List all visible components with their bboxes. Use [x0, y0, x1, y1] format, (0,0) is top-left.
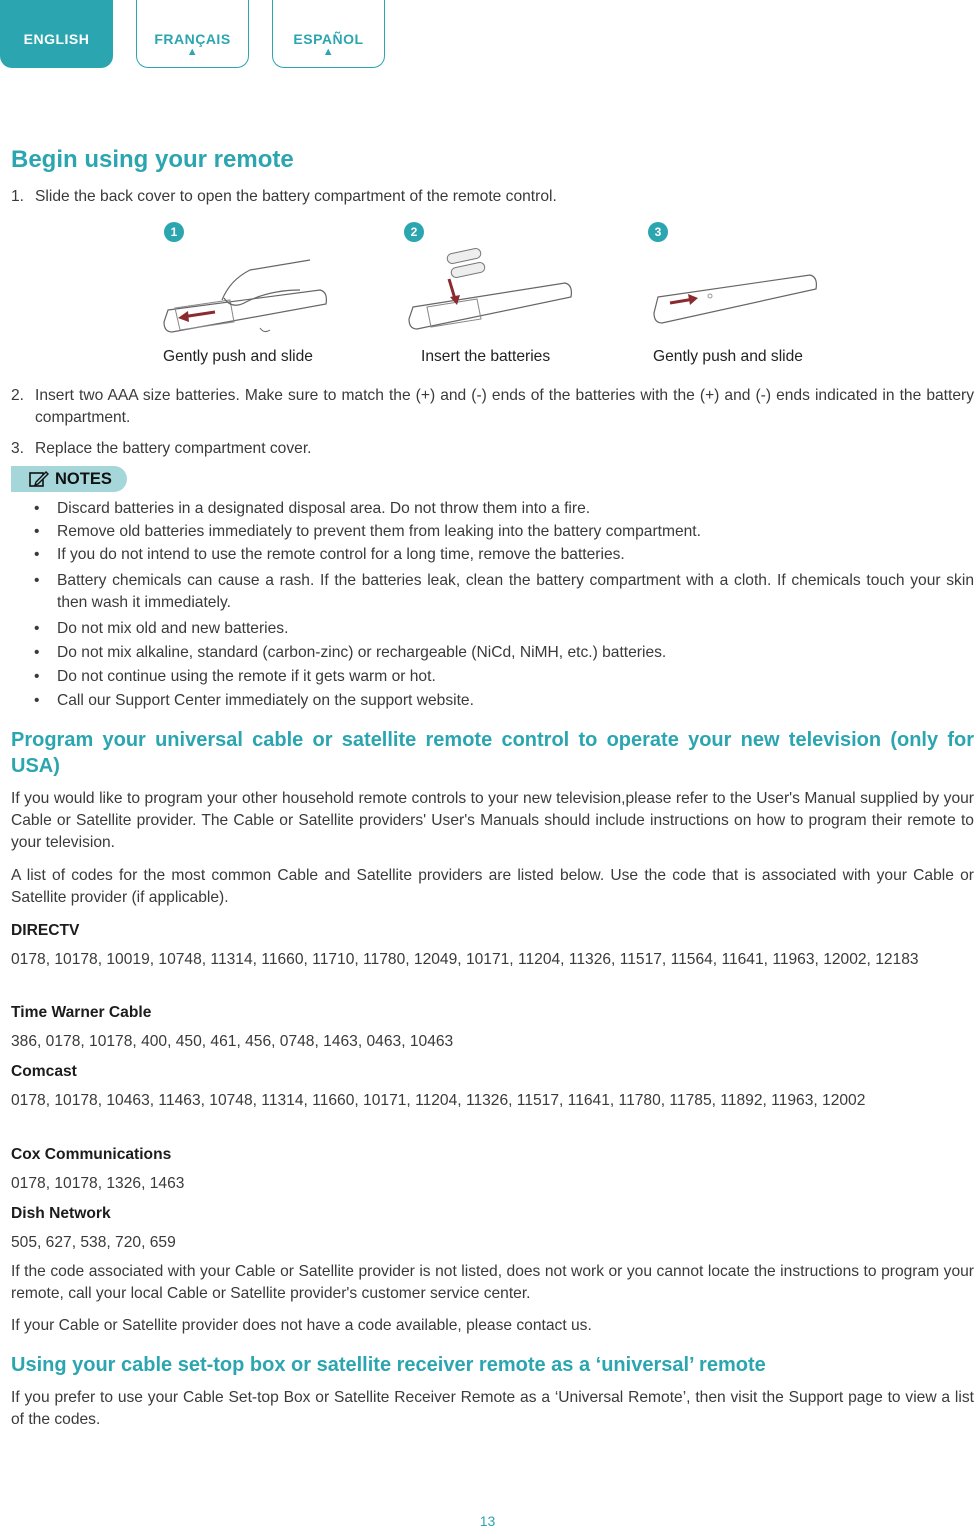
remote-slide-close-illustration	[650, 265, 830, 335]
tab-espanol-label: ESPAÑOL	[293, 31, 364, 47]
program-paragraph-2: A list of codes for the most common Cable and Satellite providers are listed below. Use the code that is associated with your Cable or Satellite provider (if applicable).	[11, 867, 974, 906]
arrow-up-icon: ▲	[322, 46, 335, 58]
notes-badge	[11, 466, 127, 492]
provider-name: DIRECTV	[11, 922, 80, 939]
section-title-program: Program your universal cable or satellite remote control to operate your new television (only for USA)	[11, 729, 974, 777]
provider-name: Cox Communications	[11, 1146, 172, 1163]
note-item: • If you do not intend to use the remote control for a long time, remove the batteries.	[34, 546, 625, 563]
page-number: 13	[479, 1513, 496, 1529]
note-item: • Do not continue using the remote if it gets warm or hot.	[34, 668, 436, 685]
step-marker-1: 1	[164, 222, 184, 242]
note-item: • Do not mix old and new batteries.	[34, 620, 289, 637]
provider-name: Comcast	[11, 1063, 77, 1080]
figure-caption-2: Insert the batteries	[421, 348, 551, 365]
program-paragraph-4: If your Cable or Satellite provider does not have a code available, please contact us.	[11, 1317, 592, 1334]
notes-label: NOTES	[55, 470, 112, 488]
provider-codes: 0178, 10178, 10463, 11463, 10748, 11314, 11660, 10171, 11204, 11326, 11517, 11641, 11780, 11785, 11892, 11963, 12002	[11, 1092, 866, 1109]
note-item: • Battery chemicals can cause a rash. If the batteries leak, clean the battery compartment with a cloth. If chemicals touch your skin then wash it immediately.	[34, 572, 974, 611]
step-2-text: Insert two AAA size batteries. Make sure to match the (+) and (-) ends of the batteries with the (+) and (-) ends indicated in the battery compartment.	[35, 387, 974, 426]
tab-espanol[interactable]	[272, 0, 385, 68]
note-edit-icon	[29, 470, 49, 488]
provider-codes: 0178, 10178, 10019, 10748, 11314, 11660, 11710, 11780, 12049, 10171, 11204, 11326, 11517, 11564, 11641, 11963, 12002, 12183	[11, 951, 919, 968]
universal-paragraph: If you prefer to use your Cable Set-top Box or Satellite Receiver Remote as a ‘Universal Remote’, then visit the Support page to view a list of the codes.	[11, 1389, 974, 1428]
remote-slide-open-illustration	[160, 250, 340, 340]
figure-caption-1: Gently push and slide	[163, 348, 313, 365]
note-item: • Call our Support Center immediately on the support website.	[34, 692, 474, 709]
tab-francais-label: FRANÇAIS	[154, 31, 231, 47]
provider-codes: 0178, 10178, 1326, 1463	[11, 1175, 185, 1192]
figure-caption-3: Gently push and slide	[653, 348, 803, 365]
step-3-text: Replace the battery compartment cover.	[35, 440, 312, 457]
section-title-begin: Begin using your remote	[11, 146, 294, 173]
tab-english[interactable]	[0, 0, 113, 68]
note-item: • Discard batteries in a designated disposal area. Do not throw them into a fire.	[34, 500, 591, 517]
tab-francais[interactable]	[136, 0, 249, 68]
section-title-universal: Using your cable set-top box or satellite receiver remote as a ‘universal’ remote	[11, 1354, 766, 1376]
step-marker-2: 2	[404, 222, 424, 242]
provider-name: Dish Network	[11, 1205, 111, 1222]
note-item: • Remove old batteries immediately to prevent them from leaking into the battery compartment.	[34, 523, 701, 540]
arrow-up-icon: ▲	[186, 46, 199, 58]
step-1-text: Slide the back cover to open the battery compartment of the remote control.	[35, 188, 557, 205]
program-paragraph-3: If the code associated with your Cable or Satellite provider is not listed, does not work or you cannot locate the instructions to program your remote, call your local Cable or Satellite provider's customer service center.	[11, 1263, 974, 1302]
provider-name: Time Warner Cable	[11, 1004, 152, 1021]
provider-codes: 386, 0178, 10178, 400, 450, 461, 456, 0748, 1463, 0463, 10463	[11, 1033, 454, 1050]
note-item: • Do not mix alkaline, standard (carbon-zinc) or rechargeable (NiCd, NiMH, etc.) batteries.	[34, 644, 667, 661]
step-number: 3.	[11, 440, 25, 457]
program-paragraph-1: If you would like to program your other household remote controls to your new television,please refer to the User's Manual supplied by your Cable or Satellite provider. The Cable or Satellite providers' User's Manuals should include instructions on how to program their remote to your television.	[11, 790, 974, 851]
provider-codes: 505, 627, 538, 720, 659	[11, 1234, 176, 1251]
remote-insert-batteries-illustration	[405, 245, 585, 340]
step-number: 1.	[11, 188, 25, 205]
tab-english-label: ENGLISH	[23, 31, 90, 47]
step-marker-3: 3	[648, 222, 668, 242]
step-number: 2.	[11, 387, 25, 404]
